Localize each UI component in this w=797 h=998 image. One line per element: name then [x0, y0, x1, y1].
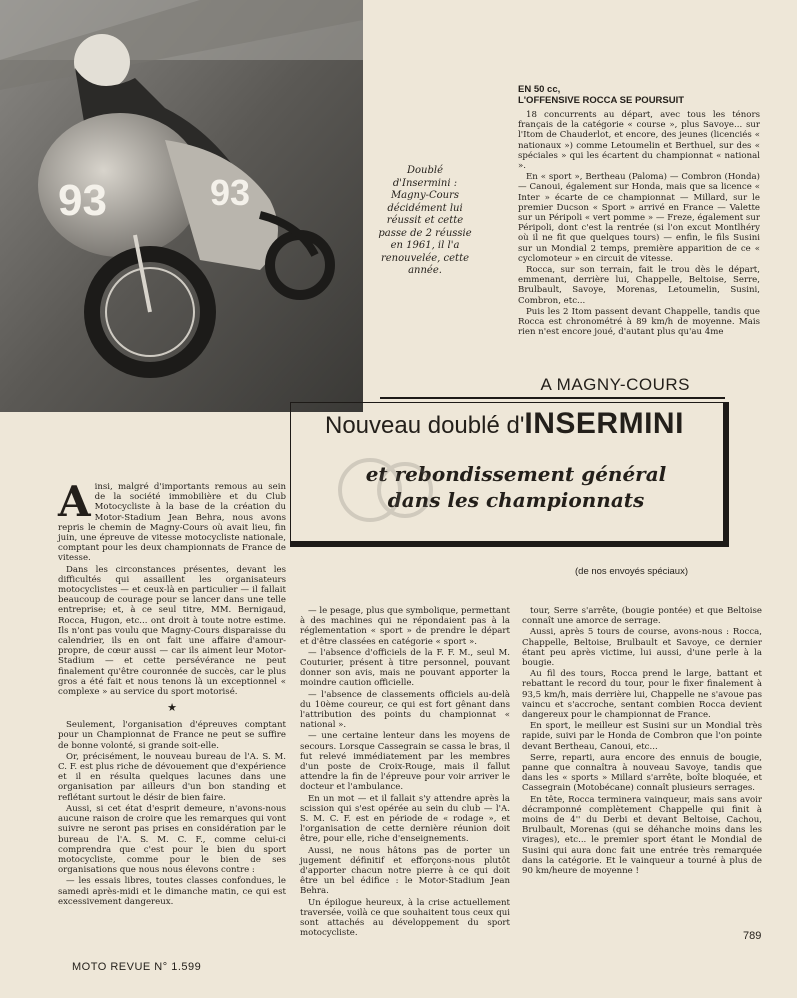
star-separator: ★: [167, 701, 177, 715]
paragraph: Rocca, sur son terrain, fait le trou dès le départ, emmenant, derrière lui, Chappelle, Beltoise, Serre, Brulbault, Savoye, Morenas, Letoumelin, Susini, Combron, etc...: [518, 265, 760, 306]
paragraph: 18 concurrents au départ, avec tous les ténors français de la catégorie « course », plus Savoye... sur l'Itom de Chauderlot, et encore, des jeunes (licenciés « nationaux ») comme Letoumelin et Berthuel, sur des « spéciales » qui les écartent du championnat « national ».: [518, 110, 760, 172]
magazine-issue: MOTO REVUE N° 1.599: [72, 961, 202, 973]
paragraph: En tête, Rocca terminera vainqueur, mais sans avoir décramponné complètement Chappelle qui finit à moins de 4'' du Derbi et devant Beltoise, Cachou, Brulbault, Morenas (qui se déhanche moins dans les virages), etc... le premier sport étant le Mondial de Susini qui aura donc fait une entrée très remarquée dans la catégorie. Et le vainqueur a tourné à plus de 90 km/heure de moyenne !: [522, 794, 762, 877]
headline-part-1: Nouveau doublé d': [325, 412, 525, 439]
race-number-right: 93: [210, 172, 251, 213]
paragraph: — l'absence d'officiels de la F. F. M., seul M. Couturier, présent à titre personnel, pouvant donner son avis, mais ne pouvant apporter la moindre caution officielle.: [300, 647, 510, 689]
paragraph: — une certaine lenteur dans les moyens de secours. Lorsque Cassegrain se cassa le bras, il fut relevé immédiatement par les membres d'un poste de Croix-Rouge, mais il fallut attendre la fin de l'épreuve pour voir arriver le docteur et l'ambulance.: [300, 731, 510, 793]
paragraph: insi, malgré d'importants remous au sein de la société immobilière et du Club Motocycliste à la base de la création du Motor-Stadium Jean Behra, nous avons repris le chemin de Magny-Cours où avait lieu, fin juin, une épreuve de vitesse motocycliste nationale, comptant pour les deux championnats de France de vitesse.: [58, 482, 286, 564]
photo-caption: Doublé d'Insermini : Magny-Cours décidément lui réussit et cette passe de 2 réussie en 1961, il l'a renouvelée, cette année.: [378, 165, 472, 276]
motorcycle-racer-image: [0, 0, 363, 412]
paragraph: En un mot — et il fallait s'y attendre après la scission qui s'est opérée au sein du club — l'A. S. M. C. F. est en période de « rodage », et l'organisation de cette dernière réunion doit être, pour elle, riche d'enseignements.: [300, 793, 510, 845]
paragraph: Aussi, après 5 tours de course, avons-nous : Rocca, Chappelle, Beltoise, Brulbault et Savoye, ce dernier étant peu après victime, lui aussi, d'une perle à la bougie.: [522, 627, 762, 669]
kicker: A MAGNY-COURS: [540, 375, 690, 394]
paragraph: Un épilogue heureux, à la crise actuellement traversée, voilà ce que souhaitent tous ceux qui sont attachés au développement du sport motocycliste.: [300, 897, 510, 939]
drop-cap: A: [58, 477, 91, 526]
paragraph: — le pesage, plus que symbolique, permettant à des machines qui ne répondaient pas à la réglementation « sport » de prendre le départ et d'être classées en catégorie « sport ».: [300, 606, 510, 647]
byline: (de nos envoyés spéciaux): [575, 566, 689, 577]
watermark-logo: [330, 450, 440, 530]
column-50cc: [518, 84, 760, 338]
paragraph: tour, Serre s'arrête, (bougie pontée) et que Beltoise connaît une amorce de serrage.: [522, 606, 762, 627]
column-intro: [58, 477, 286, 908]
page-number: 789: [743, 930, 762, 942]
paragraph: Au fil des tours, Rocca prend le large, battant et rebattant le record du tour, pour le fixer finalement à 93,5 km/h, mais derrière lui, Chappelle ne s'avoue pas vaincu et s'accroche, sentant combien Rocca devient dangereux pour le championnat de France.: [522, 669, 762, 721]
paragraph: En sport, le meilleur est Susini sur un Mondial très rapide, suivi par le Honda de Combron que l'on pointe devant Bertheau, Canoui, etc...: [522, 721, 762, 752]
paragraph: Aussi, ne nous hâtons pas de porter un jugement définitif et efforçons-nous plutôt d'apporter chacun notre pierre à ce qui doit être un bel édifice : le Motor-Stadium Jean Behra.: [300, 845, 510, 897]
race-number-left: 93: [58, 176, 107, 225]
headline: [325, 407, 684, 441]
paragraph: Aussi, si cet état d'esprit demeure, n'avons-nous aucune raison de croire que les remarques qui vont suivre ne seront pas prises en considération par le bureau de l'A. S. M. C. F., comme celui-ci comprendra que c'est pour le bien du sport motocycliste, comme pour le bien de ses organisations que nous nous élevons contre :: [58, 803, 286, 876]
deck-line-2: dans les championnats: [387, 488, 645, 512]
headline-part-2: INSERMINI: [524, 407, 684, 440]
paragraph: Dans les circonstances présentes, devant les difficultés qui assaillent les organisateurs motocyclistes — et ceux-là en particulier — il fallait beaucoup de courage pour se lancer dans une telle entreprise; et, à ce seul titre, MM. Bernigaud, Rocca, Hugon, etc... ont droit à toute notre estime. Ils n'ont pas voulu que Magny-Cours disparaisse du calendrier, ils en ont fait une affaire d'amour-propre, de cœur aussi — car ils aiment leur Motor-Stadium — et cette persévérance ne peut finalement qu'être couronnée de succès, car le plus gros a été fait et nous tenons là un exceptionnel « complexe » au service du sport motorisé.: [58, 564, 286, 698]
paragraph: — les essais libres, toutes classes confondues, le samedi après-midi et le dimanche matin, ce qui est excessivement dangereux.: [58, 876, 286, 907]
paragraph: Or, précisément, le nouveau bureau de l'A. S. M. C. F. est plus riche de dévouement que d'expérience et il en résulta quelques lacunes dans une organisation par ailleurs d'un bon standing et reflétant surtout le désir de bien faire.: [58, 751, 286, 803]
race-photo: [0, 0, 363, 412]
paragraph: Puis les 2 Itom passent devant Chappelle, tandis que Rocca est chronométré à 89 km/h de moyenne. Mais rien n'est encore joué, d'autant plus qu'au 4me: [518, 306, 760, 338]
paragraph: Serre, reparti, aura encore des ennuis de bougie, panne que connaîtra à nouveau Savoye, tandis que dans les « sports » Millard s'arrête, boîte bloquée, et Cassegrain (Motobécane) connaît plusieurs serrages.: [522, 752, 762, 794]
column-criticisms: [300, 606, 510, 940]
subhead-50cc: [518, 84, 760, 106]
subhead-line-2: L'OFFENSIVE ROCCA SE POURSUIT: [518, 95, 685, 106]
paragraph: — l'absence de classements officiels au-delà du 10ème coureur, ce qui est fort gênant dans l'attribution des points du championnat « national ».: [300, 689, 510, 731]
subhead-line-1: EN 50 cc,: [518, 84, 561, 95]
paragraph: Seulement, l'organisation d'épreuves comptant pour un Championnat de France ne peut se suffire de bonne volonté, si grande soit-elle.: [58, 720, 286, 751]
kicker-rule: [380, 397, 725, 399]
column-race-report: [522, 606, 762, 877]
paragraph: En « sport », Bertheau (Paloma) — Combron (Honda) — Canoui, également sur Honda, mais que sa licence « Inter » écarte de ce championnat — Millard, sur le premier Ducson « Sport » arrivé en France — Valette sur un Péripoli « vert pomme » — Freze, également sur Péripoli, dont c'est la rentrée (si l'on excut Montlhéry où il ne fit que quelques tours) — enfin, le fils Susini sur un Mondial 2 temps, première apparition de ce « cyclomoteur » en circuit de vitesse.: [518, 172, 760, 264]
deck-line-1: et rebondissement général: [365, 462, 667, 486]
